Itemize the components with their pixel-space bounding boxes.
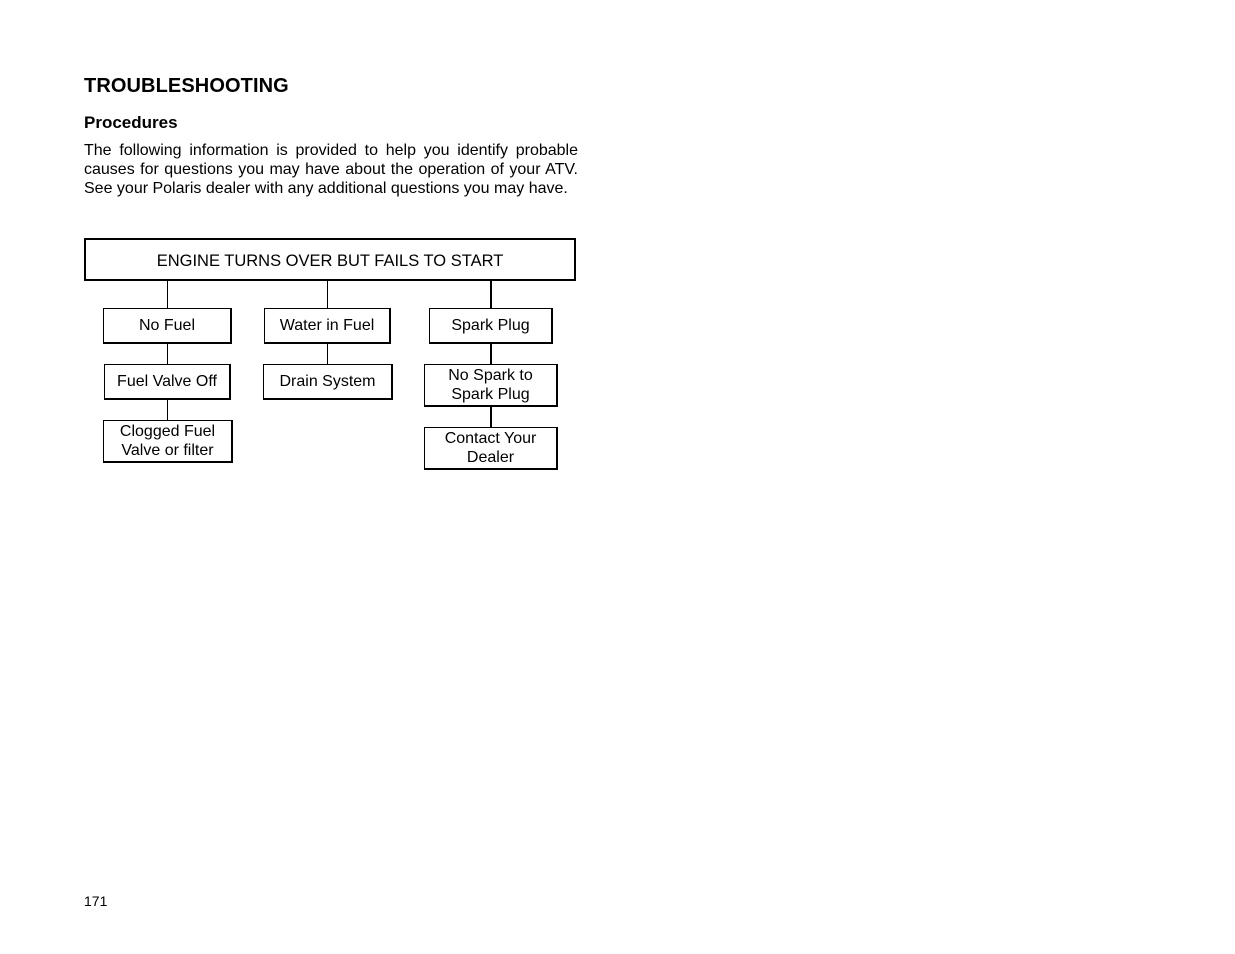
step-label: Contact Your Dealer: [444, 430, 537, 466]
flowchart-step-box: [103, 420, 233, 463]
page-number: 171: [84, 893, 108, 909]
connector-line: [167, 343, 168, 365]
step-label: Clogged Fuel Valve or filter: [119, 423, 216, 459]
connector-line: [327, 343, 328, 365]
flowchart-root-label: ENGINE TURNS OVER BUT FAILS TO START: [156, 252, 504, 270]
connector-line: [167, 399, 168, 421]
intro-paragraph: The following information is provided to help you identify probable causes for questions you may have about the operation of your ATV. See your Polaris dealer with any additional questions you may have.: [84, 142, 578, 197]
step-label: No Spark to Spark Plug: [448, 367, 533, 403]
flowchart-step-box: [263, 364, 393, 400]
cause-label: No Fuel: [138, 317, 196, 334]
connector-line: [490, 343, 492, 365]
step-label: Drain System: [279, 373, 376, 390]
flowchart-step-box: [424, 427, 558, 470]
flowchart-cause-box: [103, 308, 232, 344]
step-label: Fuel Valve Off: [117, 373, 217, 390]
connector-line: [327, 280, 328, 309]
connector-line: [490, 406, 492, 428]
connector-line: [167, 280, 168, 309]
section-title: TROUBLESHOOTING: [84, 75, 289, 97]
subsection-title: Procedures: [84, 113, 178, 132]
flowchart-cause-box: [429, 308, 553, 344]
connector-line: [490, 280, 492, 309]
cause-label: Water in Fuel: [279, 317, 375, 334]
flowchart-step-box: [104, 364, 231, 400]
cause-label: Spark Plug: [451, 317, 530, 334]
flowchart-step-box: [424, 364, 558, 407]
flowchart-cause-box: [264, 308, 391, 344]
flowchart-root-box: [84, 238, 576, 281]
